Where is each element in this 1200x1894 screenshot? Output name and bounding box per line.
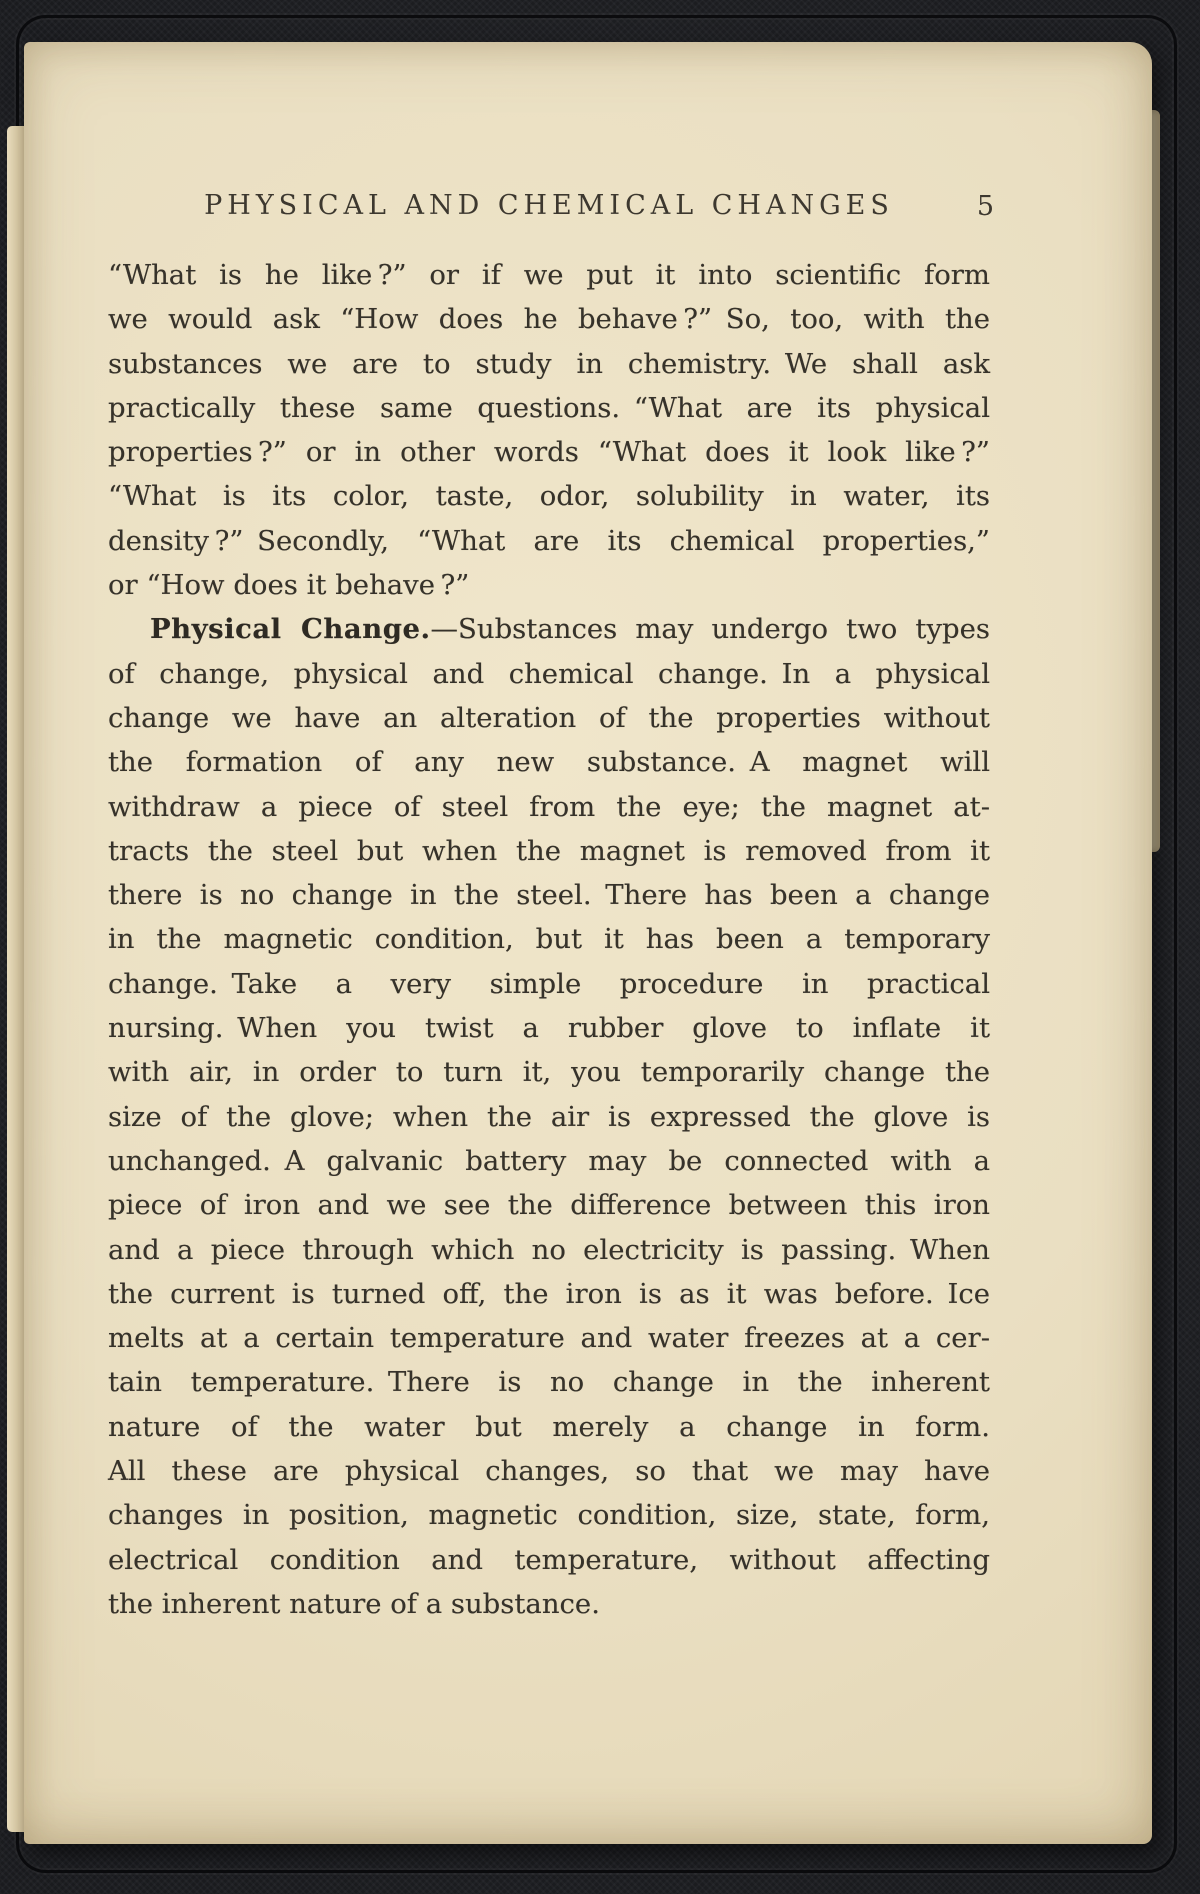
page-body	[108, 253, 990, 1626]
paragraph	[108, 607, 990, 1626]
text-line: in the magnetic condition, but it has been a temporary	[108, 923, 990, 956]
text-line: withdraw a piece of steel from the eye; the magnet at-	[108, 790, 990, 823]
text-line: “What is he like ?” or if we put it into scientific form	[108, 259, 990, 291]
text-line: unchanged. A galvanic battery may be connected with a	[108, 1144, 990, 1177]
text-line: Physical Change.—Substances may undergo two types	[150, 613, 990, 646]
running-header	[108, 189, 994, 227]
paragraph	[108, 253, 990, 607]
text-line: changes in position, magnetic condition, size, state, form,	[108, 1499, 990, 1532]
text-line: the current is turned off, the iron is as it was before. Ice	[108, 1277, 990, 1310]
text-line: piece of iron and we see the difference between this iron	[108, 1189, 990, 1222]
text-line: nature of the water but merely a change in form.	[108, 1410, 990, 1443]
text-line: substances we are to study in chemistry. We shall ask	[108, 347, 990, 380]
text-line: with air, in order to turn it, you temporarily change the	[108, 1056, 990, 1089]
text-line: we would ask “How does he behave ?” So, too, with the	[108, 303, 990, 336]
text-line: of change, physical and chemical change. In a physical	[108, 657, 990, 690]
text-line: change we have an alteration of the properties without	[108, 701, 990, 734]
text-line: “What is its color, taste, odor, solubility in water, its	[108, 480, 990, 513]
page-content	[24, 42, 1152, 1626]
text-line: density ?” Secondly, “What are its chemical properties,”	[108, 524, 990, 557]
text-line: electrical condition and temperature, without affecting	[108, 1543, 990, 1576]
text-line: the inherent nature of a substance.	[108, 1587, 600, 1620]
text-line: nursing. When you twist a rubber glove to inflate it	[108, 1012, 990, 1045]
text-line: size of the glove; when the air is expressed the glove is	[108, 1100, 990, 1133]
text-line: or “How does it behave ?”	[108, 569, 470, 602]
chapter-title: PHYSICAL AND CHEMICAL CHANGES	[204, 190, 894, 221]
book-page	[24, 42, 1152, 1844]
text-line: practically these same questions. “What are its physical	[108, 391, 990, 424]
text-line: properties ?” or in other words “What does it look like ?”	[108, 436, 990, 469]
text-line: the formation of any new substance. A magnet will	[108, 746, 990, 779]
text-line: tain temperature. There is no change in the inherent	[108, 1366, 990, 1399]
page-number: 5	[976, 191, 994, 222]
text-line: change. Take a very simple procedure in practical	[108, 967, 990, 1000]
text-line: and a piece through which no electricity is passing. When	[108, 1233, 990, 1266]
text-line: tracts the steel but when the magnet is removed from it	[108, 834, 990, 867]
bold-lead: Physical Change.	[150, 613, 431, 646]
text-line: melts at a certain temperature and water freezes at a cer-	[108, 1322, 990, 1355]
text-line: there is no change in the steel. There has been a change	[108, 879, 990, 912]
text-line: All these are physical changes, so that we may have	[108, 1455, 990, 1488]
